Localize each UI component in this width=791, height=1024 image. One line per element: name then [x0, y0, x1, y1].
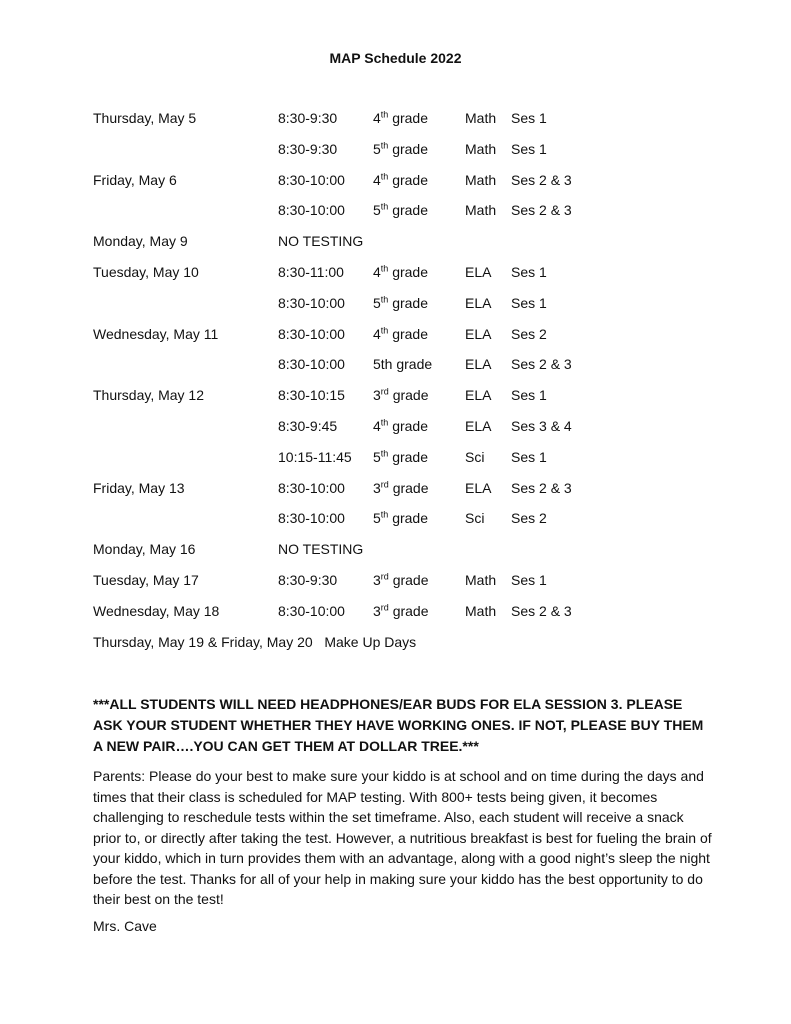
grade-suffix: th: [380, 509, 389, 520]
grade-word: grade: [388, 479, 429, 496]
schedule-time: 8:30-9:30: [278, 140, 338, 157]
grade-suffix: rd: [380, 386, 389, 397]
schedule-row: [93, 442, 713, 473]
schedule-grade: [373, 165, 428, 195]
schedule-subject: Sci: [465, 510, 485, 527]
signature: Mrs. Cave: [93, 918, 157, 934]
schedule-row: [93, 411, 713, 442]
grade-word: grade: [388, 417, 429, 434]
grade-number: 5: [373, 294, 381, 311]
headphones-notice: ***ALL STUDENTS WILL NEED HEADPHONES/EAR BUDS FOR ELA SESSION 3. PLEASE ASK YOUR STUDENT WHETHER THEY HAVE WORKING ONES. IF NOT, PLEASE BUY THEM A NEW PAIR….YOU CAN GET THEM AT DOLLAR TREE.***: [93, 696, 704, 754]
schedule-session: Ses 1: [511, 140, 547, 157]
grade-number: 5: [373, 140, 381, 157]
schedule-session: Ses 1: [511, 571, 547, 588]
schedule-grade: [373, 503, 428, 533]
schedule-row: [93, 534, 713, 565]
grade-number: 3: [373, 602, 381, 619]
schedule-row: [93, 288, 713, 319]
grade-word: grade: [388, 171, 429, 188]
grade-word: grade: [388, 571, 429, 588]
schedule-grade: [373, 134, 428, 164]
grade-number: 5: [373, 510, 381, 527]
schedule-session: Ses 2 & 3: [511, 479, 572, 496]
schedule-grade: [373, 442, 428, 472]
schedule-session: Ses 1: [511, 110, 547, 126]
grade-suffix: th: [380, 417, 389, 428]
schedule-day: Tuesday, May 17: [93, 571, 199, 588]
grade-number: 4: [373, 263, 381, 280]
schedule-time: 8:30-10:00: [278, 510, 345, 527]
schedule-grade: [373, 349, 432, 379]
schedule-subject: ELA: [465, 263, 492, 280]
schedule-time: 8:30-9:45: [278, 417, 338, 434]
schedule-day: Friday, May 6: [93, 171, 177, 188]
grade-number: 4: [373, 110, 381, 126]
grade-number: 5: [373, 448, 381, 465]
schedule-row: [93, 103, 713, 134]
schedule-day: Friday, May 13: [93, 479, 185, 496]
schedule-subject: Math: [465, 202, 497, 219]
schedule-time: 8:30-10:00: [278, 171, 345, 188]
schedule-day: Tuesday, May 10: [93, 263, 199, 280]
schedule-grade: [373, 103, 428, 133]
schedule-table: [93, 103, 713, 657]
schedule-grade: [373, 195, 428, 225]
schedule-subject: Sci: [465, 448, 485, 465]
schedule-grade: [373, 319, 428, 349]
schedule-session: Ses 1: [511, 263, 547, 280]
schedule-session: Ses 2: [511, 325, 547, 342]
schedule-grade: [373, 596, 429, 626]
schedule-row: [93, 473, 713, 504]
schedule-subject: ELA: [465, 294, 492, 311]
schedule-subject: Math: [465, 171, 497, 188]
schedule-time: 8:30-9:30: [278, 110, 338, 126]
schedule-subject: ELA: [465, 325, 492, 342]
schedule-time: 8:30-10:00: [278, 202, 345, 219]
grade-suffix: th: [380, 448, 389, 459]
schedule-time: NO TESTING: [278, 541, 364, 558]
schedule-row: [93, 565, 713, 596]
schedule-row: [93, 596, 713, 627]
makeup-days-text: Thursday, May 19 & Friday, May 20 Make Up Days: [93, 633, 417, 650]
grade-word: grade: [388, 263, 429, 280]
schedule-session: Ses 2 & 3: [511, 602, 572, 619]
schedule-subject: ELA: [465, 387, 492, 404]
schedule-subject: Math: [465, 602, 497, 619]
grade-suffix: th: [380, 109, 389, 120]
schedule-day: Thursday, May 12: [93, 387, 205, 404]
grade-suffix: th: [380, 201, 389, 212]
schedule-time: 8:30-9:30: [278, 571, 338, 588]
document-title: MAP Schedule 2022: [329, 50, 462, 66]
schedule-grade: [373, 380, 429, 410]
grade-word: grade: [388, 448, 429, 465]
schedule-grade: [373, 288, 428, 318]
grade-word: grade: [388, 202, 429, 219]
schedule-time: 8:30-10:00: [278, 356, 345, 373]
grade-suffix: th: [380, 140, 389, 151]
schedule-session: Ses 2 & 3: [511, 356, 572, 373]
parents-paragraph: Parents: Please do your best to make sure your kiddo is at school and on time during the days and times that their class is scheduled for MAP testing. With 800+ tests being given, it becomes challenging to reschedule tests within the set timeframe. Also, each student will receive a snack prior to, or directly after taking the test. However, a nutritious breakfast is best for fueling the brain of your kiddo, which in turn provides them with an advantage, along with a good night’s sleep the night before the test. Thanks for all of your help in making sure your kiddo has the best opportunity to do their best on the test!: [93, 768, 712, 907]
makeup-days-row: [93, 627, 713, 658]
schedule-session: Ses 3 & 4: [511, 417, 572, 434]
schedule-time: 8:30-10:00: [278, 294, 345, 311]
grade-suffix: th: [380, 170, 389, 181]
schedule-subject: Math: [465, 110, 497, 126]
schedule-subject: ELA: [465, 479, 492, 496]
schedule-time: 10:15-11:45: [278, 448, 352, 465]
grade-suffix: rd: [380, 571, 389, 582]
schedule-subject: ELA: [465, 356, 492, 373]
grade-number: 4: [373, 171, 381, 188]
schedule-time: 8:30-10:00: [278, 479, 345, 496]
schedule-session: Ses 2: [511, 510, 547, 527]
schedule-time: 8:30-10:15: [278, 387, 345, 404]
grade-word: grade: [388, 110, 429, 126]
grade-word: grade: [388, 602, 429, 619]
schedule-day: Wednesday, May 11: [93, 325, 219, 342]
grade-number: 5th grade: [373, 356, 433, 373]
schedule-day: Monday, May 9: [93, 233, 188, 250]
schedule-grade: [373, 257, 428, 287]
grade-suffix: rd: [380, 478, 389, 489]
schedule-session: Ses 2 & 3: [511, 202, 572, 219]
schedule-session: Ses 1: [511, 387, 547, 404]
grade-word: grade: [388, 387, 429, 404]
schedule-subject: Math: [465, 140, 497, 157]
schedule-time: NO TESTING: [278, 233, 364, 250]
schedule-row: [93, 134, 713, 165]
grade-word: grade: [388, 294, 429, 311]
grade-suffix: th: [380, 263, 389, 274]
schedule-time: 8:30-10:00: [278, 325, 345, 342]
schedule-session: Ses 1: [511, 448, 547, 465]
schedule-day: Wednesday, May 18: [93, 602, 220, 619]
grade-number: 3: [373, 479, 381, 496]
schedule-grade: [373, 411, 428, 441]
schedule-row: [93, 226, 713, 257]
grade-number: 3: [373, 387, 381, 404]
schedule-row: [93, 349, 713, 380]
grade-word: grade: [388, 325, 429, 342]
schedule-subject: ELA: [465, 417, 492, 434]
schedule-row: [93, 165, 713, 196]
schedule-row: [93, 503, 713, 534]
schedule-day: Monday, May 16: [93, 541, 196, 558]
grade-number: 5: [373, 202, 381, 219]
grade-number: 4: [373, 417, 381, 434]
schedule-session: Ses 2 & 3: [511, 171, 572, 188]
grade-suffix: th: [380, 294, 389, 305]
schedule-grade: [373, 473, 429, 503]
schedule-time: 8:30-10:00: [278, 602, 345, 619]
grade-word: grade: [388, 140, 429, 157]
schedule-subject: Math: [465, 571, 497, 588]
grade-word: grade: [388, 510, 429, 527]
schedule-row: [93, 195, 713, 226]
schedule-row: [93, 319, 713, 350]
grade-suffix: th: [380, 324, 389, 335]
schedule-grade: [373, 565, 429, 595]
schedule-day: Thursday, May 5: [93, 110, 197, 126]
schedule-row: [93, 380, 713, 411]
schedule-time: 8:30-11:00: [278, 263, 344, 280]
schedule-session: Ses 1: [511, 294, 547, 311]
schedule-row: [93, 257, 713, 288]
grade-number: 4: [373, 325, 381, 342]
grade-number: 3: [373, 571, 381, 588]
grade-suffix: rd: [380, 602, 389, 613]
